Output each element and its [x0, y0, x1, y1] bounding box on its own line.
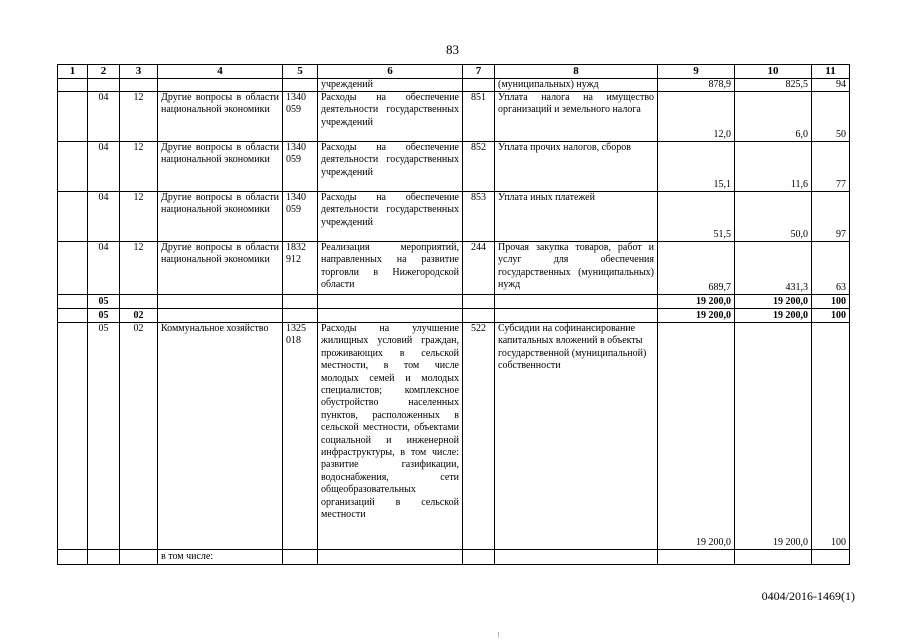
cell-name — [158, 309, 283, 323]
cell-amount-actual: 19 200,0 — [735, 309, 812, 323]
cell-amount-actual: 50,0 — [735, 192, 812, 242]
cell-target-article — [283, 309, 318, 323]
cell-section — [88, 550, 120, 565]
cell-percent: 77 — [812, 142, 850, 192]
table-row — [58, 550, 850, 565]
cell-subsection — [120, 295, 158, 309]
cell-percent: 100 — [812, 323, 850, 550]
cell-section: 05 — [88, 295, 120, 309]
table-row-section-total — [58, 295, 850, 309]
cell-percent: 94 — [812, 79, 850, 92]
cell-expense-type: 853 — [463, 192, 495, 242]
cell-amount-actual: 825,5 — [735, 79, 812, 92]
cell-expense-name — [495, 550, 658, 565]
cell-article-name — [318, 550, 463, 565]
column-header: 3 — [120, 65, 158, 79]
column-header: 1 — [58, 65, 88, 79]
cell-percent: 100 — [812, 295, 850, 309]
column-header: 9 — [658, 65, 735, 79]
cell-percent — [812, 550, 850, 565]
table-header-row — [58, 65, 850, 79]
cell-amount-plan: 51,5 — [658, 192, 735, 242]
cell-section: 05 — [88, 323, 120, 550]
cell-col1 — [58, 79, 88, 92]
table-row — [58, 323, 850, 550]
table-row — [58, 79, 850, 92]
cell-section: 04 — [88, 242, 120, 295]
cell-expense-name: Прочая закупка товаров, работ и услуг для обеспечения государственных (муниципальных) нужд — [495, 242, 658, 295]
cell-target-article: 1340 059 — [283, 142, 318, 192]
cell-expense-name: Уплата прочих налогов, сборов — [495, 142, 658, 192]
cell-article-name — [318, 295, 463, 309]
column-header: 6 — [318, 65, 463, 79]
table-row — [58, 192, 850, 242]
cell-amount-plan: 19 200,0 — [658, 323, 735, 550]
cell-expense-type — [463, 550, 495, 565]
cell-name: Другие вопросы в области национальной экономики — [158, 142, 283, 192]
cell-section: 04 — [88, 142, 120, 192]
cell-amount-actual — [735, 550, 812, 565]
cell-target-article — [283, 79, 318, 92]
cell-expense-type — [463, 295, 495, 309]
cell-col1 — [58, 323, 88, 550]
cell-col1 — [58, 295, 88, 309]
cell-target-article: 1340 059 — [283, 192, 318, 242]
cell-subsection: 02 — [120, 323, 158, 550]
cell-expense-name — [495, 309, 658, 323]
cell-amount-plan: 12,0 — [658, 92, 735, 142]
cell-expense-type: 522 — [463, 323, 495, 550]
cell-target-article: 1340 059 — [283, 92, 318, 142]
cell-col1 — [58, 309, 88, 323]
cell-expense-type: 852 — [463, 142, 495, 192]
cell-amount-actual: 19 200,0 — [735, 323, 812, 550]
cell-amount-plan — [658, 550, 735, 565]
cell-percent: 97 — [812, 192, 850, 242]
document-code: 0404/2016-1469(1) — [761, 589, 855, 603]
column-header: 8 — [495, 65, 658, 79]
cell-subsection: 12 — [120, 242, 158, 295]
cell-target-article: 1325 018 — [283, 323, 318, 550]
cell-col1 — [58, 242, 88, 295]
cell-percent: 63 — [812, 242, 850, 295]
cell-amount-plan: 15,1 — [658, 142, 735, 192]
cell-expense-type — [463, 79, 495, 92]
cell-expense-type: 851 — [463, 92, 495, 142]
cell-subsection: 02 — [120, 309, 158, 323]
column-header: 4 — [158, 65, 283, 79]
cell-col1 — [58, 192, 88, 242]
cell-name: Другие вопросы в области национальной экономики — [158, 242, 283, 295]
cell-subsection — [120, 79, 158, 92]
cell-section: 05 — [88, 309, 120, 323]
cell-expense-name: Уплата иных платежей — [495, 192, 658, 242]
cell-article-name: Расходы на обеспечение деятельности государственных учреждений — [318, 92, 463, 142]
cell-section — [88, 79, 120, 92]
cell-expense-type: 244 — [463, 242, 495, 295]
cell-name: в том числе: — [158, 550, 283, 565]
budget-table — [57, 64, 850, 565]
cell-col1 — [58, 142, 88, 192]
cell-expense-name: Субсидии на софинансирование капитальных вложений в объекты государственной (муниципальной) собственности — [495, 323, 658, 550]
column-header: 2 — [88, 65, 120, 79]
cell-name — [158, 79, 283, 92]
cell-article-name — [318, 309, 463, 323]
cell-name: Другие вопросы в области национальной экономики — [158, 192, 283, 242]
table-row — [58, 92, 850, 142]
cell-article-name: Расходы на обеспечение деятельности государственных учреждений — [318, 142, 463, 192]
cell-expense-name: (муниципальных) нужд — [495, 79, 658, 92]
cell-col1 — [58, 550, 88, 565]
cell-amount-plan: 19 200,0 — [658, 295, 735, 309]
cell-section: 04 — [88, 92, 120, 142]
cell-amount-plan: 19 200,0 — [658, 309, 735, 323]
cell-amount-actual: 19 200,0 — [735, 295, 812, 309]
table-row-subsection-total — [58, 309, 850, 323]
cell-expense-name — [495, 295, 658, 309]
cell-amount-plan: 689,7 — [658, 242, 735, 295]
cell-subsection: 12 — [120, 142, 158, 192]
cell-article-name: Расходы на улучшение жилищных условий граждан, проживающих в сельской местности, в том числе молодых семей и молодых специалистов; комплексное обустройство населенных пунктов, расположенных в сельской местности, объектами социальной и инженерной инфраструктуры, в том числе: развитие газификации, водоснабжения, сети общеобразовательных организаций в сельской местности — [318, 323, 463, 550]
cell-expense-name: Уплата налога на имущество организаций и земельного налога — [495, 92, 658, 142]
cell-amount-actual: 431,3 — [735, 242, 812, 295]
cell-section: 04 — [88, 192, 120, 242]
column-header: 7 — [463, 65, 495, 79]
cell-target-article: 1832 912 — [283, 242, 318, 295]
cell-target-article — [283, 295, 318, 309]
cell-amount-actual: 6,0 — [735, 92, 812, 142]
cell-name — [158, 295, 283, 309]
table-row — [58, 242, 850, 295]
cell-expense-type — [463, 309, 495, 323]
cell-name: Другие вопросы в области национальной экономики — [158, 92, 283, 142]
table-row — [58, 142, 850, 192]
scan-speck — [498, 632, 499, 638]
cell-amount-plan: 878,9 — [658, 79, 735, 92]
column-header: 5 — [283, 65, 318, 79]
cell-article-name: Расходы на обеспечение деятельности государственных учреждений — [318, 192, 463, 242]
cell-subsection — [120, 550, 158, 565]
page-number: 83 — [446, 42, 459, 57]
cell-article-name: Реализация мероприятий, направленных на развитие торговли в Нижегородской области — [318, 242, 463, 295]
column-header: 10 — [735, 65, 812, 79]
cell-col1 — [58, 92, 88, 142]
cell-percent: 100 — [812, 309, 850, 323]
cell-name: Коммунальное хозяйство — [158, 323, 283, 550]
column-header: 11 — [812, 65, 850, 79]
cell-target-article — [283, 550, 318, 565]
cell-amount-actual: 11,6 — [735, 142, 812, 192]
cell-subsection: 12 — [120, 92, 158, 142]
cell-subsection: 12 — [120, 192, 158, 242]
cell-article-name: учреждений — [318, 79, 463, 92]
cell-percent: 50 — [812, 92, 850, 142]
